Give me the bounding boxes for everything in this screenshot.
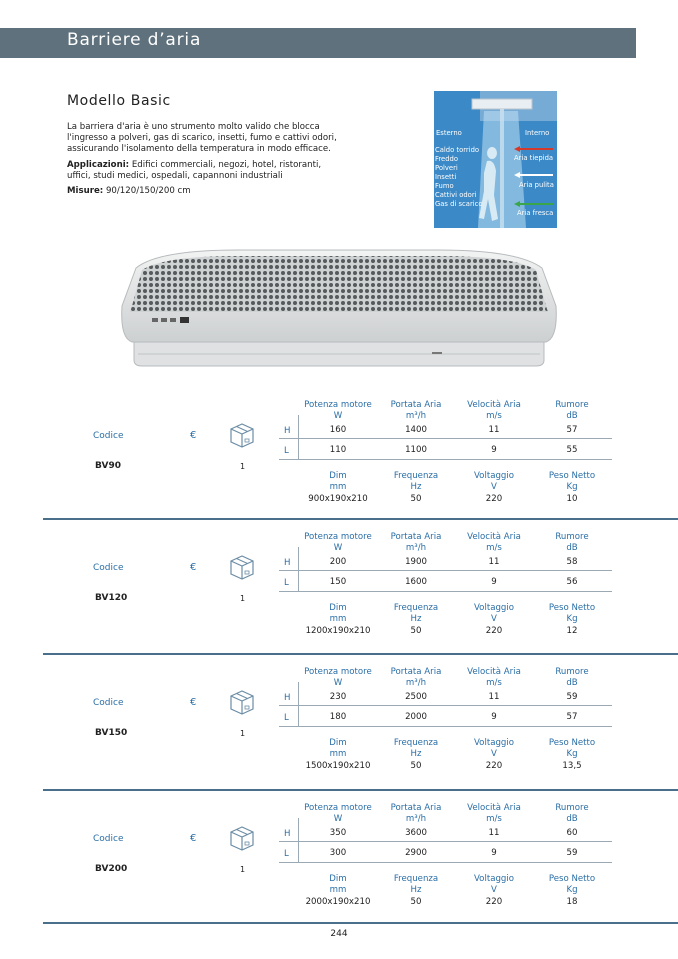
l-value: 1100 <box>405 445 427 455</box>
spec-value: 220 <box>485 761 503 771</box>
spec-unit: V <box>491 885 497 895</box>
l-value: 2900 <box>405 848 427 858</box>
spec-header: Velocità Aria <box>467 532 521 542</box>
row-divider <box>298 459 612 460</box>
spec-unit: dB <box>566 543 578 553</box>
diagram-inside-item: Aria pulita <box>519 181 554 189</box>
header-bar <box>0 28 636 58</box>
h-value: 57 <box>566 425 578 435</box>
spec-unit: m³/h <box>405 678 427 688</box>
spec-unit: Hz <box>410 482 422 492</box>
applications-paragraph <box>67 160 347 182</box>
codice-label: Codice <box>93 431 124 441</box>
diagram-inside-label: Interno <box>525 129 550 137</box>
l-value: 9 <box>491 712 497 722</box>
l-value: 56 <box>566 577 578 587</box>
row-h-label: H <box>284 693 291 703</box>
spec-header: Velocità Aria <box>467 400 521 410</box>
spec-header: Dim <box>329 874 347 884</box>
l-value: 59 <box>566 848 578 858</box>
h-value: 230 <box>329 692 347 702</box>
price-euro-label: € <box>190 430 197 441</box>
spec-header: Potenza motore <box>304 667 372 677</box>
product-description <box>67 122 347 201</box>
spec-header: Frequenza <box>393 471 439 481</box>
codice-label: Codice <box>93 563 124 573</box>
spec-header: Portata Aria <box>390 532 442 542</box>
row-l-label: L <box>284 578 289 588</box>
spec-unit: V <box>491 614 497 624</box>
l-value: 55 <box>566 445 578 455</box>
codice-label: Codice <box>93 834 124 844</box>
h-value: 59 <box>566 692 578 702</box>
diagram-outside-item: Caldo torrido <box>435 146 480 154</box>
spec-value: 220 <box>485 626 503 636</box>
spec-unit: Kg <box>566 885 578 895</box>
sizes-label: Misure: <box>67 186 104 197</box>
package-box-icon <box>228 421 256 449</box>
row-divider <box>298 570 612 571</box>
spec-header: Velocità Aria <box>467 803 521 813</box>
row-divider <box>298 726 612 727</box>
l-value: 110 <box>329 445 347 455</box>
l-value: 9 <box>491 445 497 455</box>
package-box-icon <box>228 824 256 852</box>
row-divider <box>298 705 612 706</box>
spec-value: 50 <box>410 626 422 636</box>
spec-unit: m/s <box>486 678 502 688</box>
page-title: Barriere d’aria <box>67 30 202 50</box>
h-value: 160 <box>329 425 347 435</box>
spec-value: 12 <box>566 626 578 636</box>
spec-unit: m/s <box>486 411 502 421</box>
model-block <box>0 525 678 655</box>
spec-header: Portata Aria <box>390 803 442 813</box>
spec-unit: mm <box>329 749 347 759</box>
model-quantity: 1 <box>240 594 246 603</box>
row-divider <box>279 726 298 727</box>
spec-header: Dim <box>329 603 347 613</box>
row-divider <box>279 591 298 592</box>
spec-header: Voltaggio <box>473 603 515 613</box>
spec-unit: Kg <box>566 482 578 492</box>
spec-unit: Kg <box>566 614 578 624</box>
spec-header: Velocità Aria <box>467 667 521 677</box>
spec-header: Voltaggio <box>473 471 515 481</box>
spec-unit: dB <box>566 814 578 824</box>
spec-value: 1200x190x210 <box>305 626 371 636</box>
model-quantity: 1 <box>240 865 246 874</box>
description-text: La barriera d'aria è uno strumento molto valido che blocca l'ingresso a polveri, gas di scarico, insetti, fumo e cattivi odori, assicurando l'isolamento della temperatura in modo efficace. <box>67 122 337 155</box>
spec-value: 1500x190x210 <box>305 761 371 771</box>
spec-value: 18 <box>566 897 578 907</box>
diagram-inside-item: Aria tiepida <box>514 154 554 162</box>
applications-text: Edifici commerciali, negozi, hotel, ristoranti, uffici, studi medici, ospedali, capannoni industriali <box>67 159 322 181</box>
h-value: 11 <box>488 557 500 567</box>
spec-unit: dB <box>566 411 578 421</box>
spec-header: Potenza motore <box>304 532 372 542</box>
spec-unit: W <box>333 814 343 824</box>
row-divider <box>298 438 612 439</box>
l-value: 1600 <box>405 577 427 587</box>
spec-header: Frequenza <box>393 874 439 884</box>
l-value: 2000 <box>405 712 427 722</box>
spec-header: Peso Netto <box>548 603 596 613</box>
spec-header: Voltaggio <box>473 738 515 748</box>
spec-unit: W <box>333 543 343 553</box>
air-curtain-product-image <box>118 246 558 372</box>
spec-header: Potenza motore <box>304 803 372 813</box>
model-code: BV150 <box>95 728 128 738</box>
l-value: 9 <box>491 577 497 587</box>
price-euro-label: € <box>190 833 197 844</box>
model-code: BV90 <box>95 461 121 471</box>
spec-unit: Hz <box>410 614 422 624</box>
spec-unit: Hz <box>410 885 422 895</box>
spec-unit: m³/h <box>405 411 427 421</box>
spec-header: Dim <box>329 738 347 748</box>
model-block <box>0 796 678 926</box>
section-separator <box>43 518 678 520</box>
spec-value: 10 <box>566 494 578 504</box>
h-value: 58 <box>566 557 578 567</box>
diagram-outside-label: Esterno <box>436 129 462 137</box>
h-value: 11 <box>488 692 500 702</box>
model-quantity: 1 <box>240 462 246 471</box>
spec-value: 220 <box>485 494 503 504</box>
diagram-outside-item: Cattivi odori <box>435 191 477 199</box>
spec-value: 50 <box>410 897 422 907</box>
spec-unit: m/s <box>486 543 502 553</box>
row-divider <box>298 862 612 863</box>
spec-unit: mm <box>329 482 347 492</box>
spec-header: Rumore <box>555 803 589 813</box>
spec-header: Frequenza <box>393 738 439 748</box>
sizes-paragraph <box>67 186 347 197</box>
spec-unit: mm <box>329 614 347 624</box>
spec-header: Rumore <box>555 667 589 677</box>
diagram-outside-item: Fumo <box>435 182 454 190</box>
spec-value: 220 <box>485 897 503 907</box>
spec-value: 50 <box>410 761 422 771</box>
h-value: 1400 <box>405 425 427 435</box>
codice-label: Codice <box>93 698 124 708</box>
spec-header: Rumore <box>555 532 589 542</box>
package-box-icon <box>228 553 256 581</box>
model-block <box>0 660 678 790</box>
spec-header: Frequenza <box>393 603 439 613</box>
l-value: 57 <box>566 712 578 722</box>
spec-header: Peso Netto <box>548 738 596 748</box>
spec-unit: m³/h <box>405 814 427 824</box>
l-value: 150 <box>329 577 347 587</box>
model-code: BV200 <box>95 864 128 874</box>
h-value: 2500 <box>405 692 427 702</box>
spec-value: 13,5 <box>562 761 582 771</box>
h-value: 11 <box>488 828 500 838</box>
model-quantity: 1 <box>240 729 246 738</box>
l-value: 180 <box>329 712 347 722</box>
section-separator <box>43 789 678 791</box>
spec-unit: W <box>333 678 343 688</box>
row-divider <box>279 862 298 863</box>
spec-unit: Kg <box>566 749 578 759</box>
diagram-outside-item: Insetti <box>435 173 457 181</box>
row-divider <box>279 705 298 706</box>
section-separator <box>43 653 678 655</box>
sizes-text: 90/120/150/200 cm <box>103 186 191 197</box>
h-value: 200 <box>329 557 347 567</box>
spec-header: Peso Netto <box>548 874 596 884</box>
price-euro-label: € <box>190 697 197 708</box>
spec-header: Dim <box>329 471 347 481</box>
spec-unit: dB <box>566 678 578 688</box>
spec-unit: Hz <box>410 749 422 759</box>
row-divider <box>279 570 298 571</box>
l-value: 9 <box>491 848 497 858</box>
price-euro-label: € <box>190 562 197 573</box>
diagram-outside-item: Gas di scarico <box>435 200 483 208</box>
l-value: 300 <box>329 848 347 858</box>
diagram-inside-item: Aria fresca <box>517 209 554 217</box>
row-divider <box>279 841 298 842</box>
spec-unit: V <box>491 749 497 759</box>
h-value: 1900 <box>405 557 427 567</box>
spec-unit: mm <box>329 885 347 895</box>
spec-unit: V <box>491 482 497 492</box>
diagram-outside-item: Polveri <box>435 164 458 172</box>
model-subtitle: Modello Basic <box>67 93 171 109</box>
spec-header: Portata Aria <box>390 400 442 410</box>
spec-value: 50 <box>410 494 422 504</box>
spec-header: Rumore <box>555 400 589 410</box>
row-l-label: L <box>284 849 289 859</box>
air-curtain-diagram <box>434 91 557 228</box>
row-h-label: H <box>284 426 291 436</box>
row-h-label: H <box>284 829 291 839</box>
spec-unit: m³/h <box>405 543 427 553</box>
h-value: 60 <box>566 828 578 838</box>
spec-value: 900x190x210 <box>308 494 368 504</box>
page-number: 244 <box>330 929 348 939</box>
diagram-outside-item: Freddo <box>435 155 459 163</box>
spec-header: Potenza motore <box>304 400 372 410</box>
row-h-label: H <box>284 558 291 568</box>
row-divider <box>279 438 298 439</box>
row-divider <box>298 841 612 842</box>
applications-label: Applicazioni: <box>67 159 130 170</box>
model-code: BV120 <box>95 593 128 603</box>
spec-value: 2000x190x210 <box>305 897 371 907</box>
spec-header: Portata Aria <box>390 667 442 677</box>
spec-header: Peso Netto <box>548 471 596 481</box>
h-value: 3600 <box>405 828 427 838</box>
model-block <box>0 393 678 523</box>
section-separator <box>43 922 678 924</box>
h-value: 350 <box>329 828 347 838</box>
row-divider <box>279 459 298 460</box>
spec-header: Voltaggio <box>473 874 515 884</box>
row-divider <box>298 591 612 592</box>
row-l-label: L <box>284 446 289 456</box>
package-box-icon <box>228 688 256 716</box>
h-value: 11 <box>488 425 500 435</box>
spec-unit: W <box>333 411 343 421</box>
spec-unit: m/s <box>486 814 502 824</box>
row-l-label: L <box>284 713 289 723</box>
